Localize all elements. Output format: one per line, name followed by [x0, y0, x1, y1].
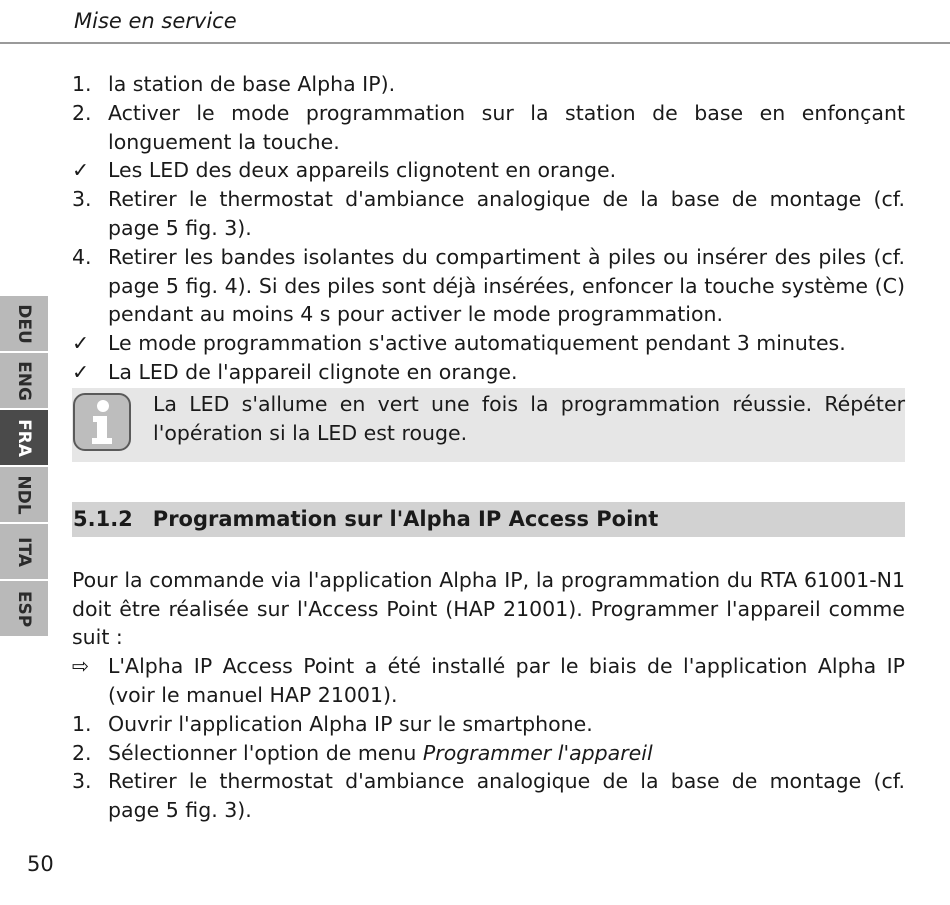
arrow-icon: ⇨: [72, 654, 90, 679]
step-marker: 2.: [72, 100, 92, 125]
check-icon: ✓: [72, 158, 90, 183]
step-marker: 3.: [72, 187, 92, 212]
list-item: [72, 185, 905, 243]
tab-ita[interactable]: ITA: [0, 524, 48, 579]
tab-deu[interactable]: DEU: [0, 296, 48, 351]
list-item: [72, 99, 905, 157]
step-text: Retirer les bandes isolantes du compartiment à piles ou insérer des piles (cf. page 5 fig. 4). Si des piles sont déjà insérées, enfoncer la touche système (C) pendant au moins 4 s pour activer le mode programmation.: [108, 244, 905, 327]
step-text: Retirer le thermostat d'ambiance analogique de la base de montage (cf. page 5 fig. 3).: [108, 187, 905, 240]
list-item: [72, 767, 905, 825]
page-header: [0, 0, 950, 44]
header-title: Mise en service: [74, 9, 237, 33]
step-marker: 4.: [72, 244, 92, 269]
list-item: [72, 329, 905, 358]
step-text: la station de base Alpha IP).: [108, 72, 396, 96]
step-marker: 2.: [72, 740, 92, 765]
info-note: [72, 388, 905, 462]
list-item: [72, 739, 905, 768]
page-number: 50: [27, 852, 54, 876]
check-icon: ✓: [72, 331, 90, 356]
step-text-plain: Sélectionner l'option de menu: [108, 740, 423, 765]
result-text: La LED de l'appareil clignote en orange.: [108, 359, 518, 384]
section-title: Programmation sur l'Alpha IP Access Point: [152, 506, 659, 531]
info-text: La LED s'allume en vert une fois la programmation réussie. Répéter l'opération si la LED est rouge.: [153, 391, 905, 445]
list-item: [72, 156, 905, 185]
list-item: [72, 652, 905, 710]
info-icon: [73, 393, 131, 451]
result-text: Le mode programmation s'active automatiquement pendant 3 minutes.: [108, 331, 846, 356]
tab-eng[interactable]: ENG: [0, 353, 48, 408]
tab-ndl[interactable]: NDL: [0, 467, 48, 522]
result-text: Les LED des deux appareils clignotent en orange.: [108, 158, 617, 183]
list-item: [72, 70, 905, 99]
tab-fra[interactable]: FRA: [0, 410, 48, 465]
intro-paragraph: Pour la commande via l'application Alpha IP, la programmation du RTA 61001-N1 doit être réalisée sur l'Access Point (HAP 21001). Programmer l'appareil comme suit :: [72, 567, 905, 650]
prerequisite-text: L'Alpha IP Access Point a été installé par le biais de l'application Alpha IP (voir le manuel HAP 21001).: [108, 654, 905, 707]
check-icon: ✓: [72, 359, 90, 384]
language-tabs: [0, 296, 48, 638]
step-text: [108, 739, 905, 768]
list-item: [72, 710, 905, 739]
step-marker: 1.: [72, 711, 92, 736]
page-content: [72, 70, 905, 825]
list-item: [72, 243, 905, 329]
tab-esp[interactable]: ESP: [0, 581, 48, 636]
section-heading: [72, 502, 905, 537]
step-marker: 1.: [72, 72, 92, 96]
step-text: Activer le mode programmation sur la station de base en enfonçant longuement la touche.: [108, 100, 905, 154]
list-item: [72, 358, 905, 387]
menu-option-name: Programmer l'appareil: [422, 740, 653, 765]
section-number: 5.1.2: [73, 506, 133, 531]
step-text: Ouvrir l'application Alpha IP sur le smartphone.: [108, 711, 593, 736]
step-marker: 3.: [72, 769, 92, 794]
step-text: Retirer le thermostat d'ambiance analogique de la base de montage (cf. page 5 fig. 3).: [108, 769, 905, 823]
